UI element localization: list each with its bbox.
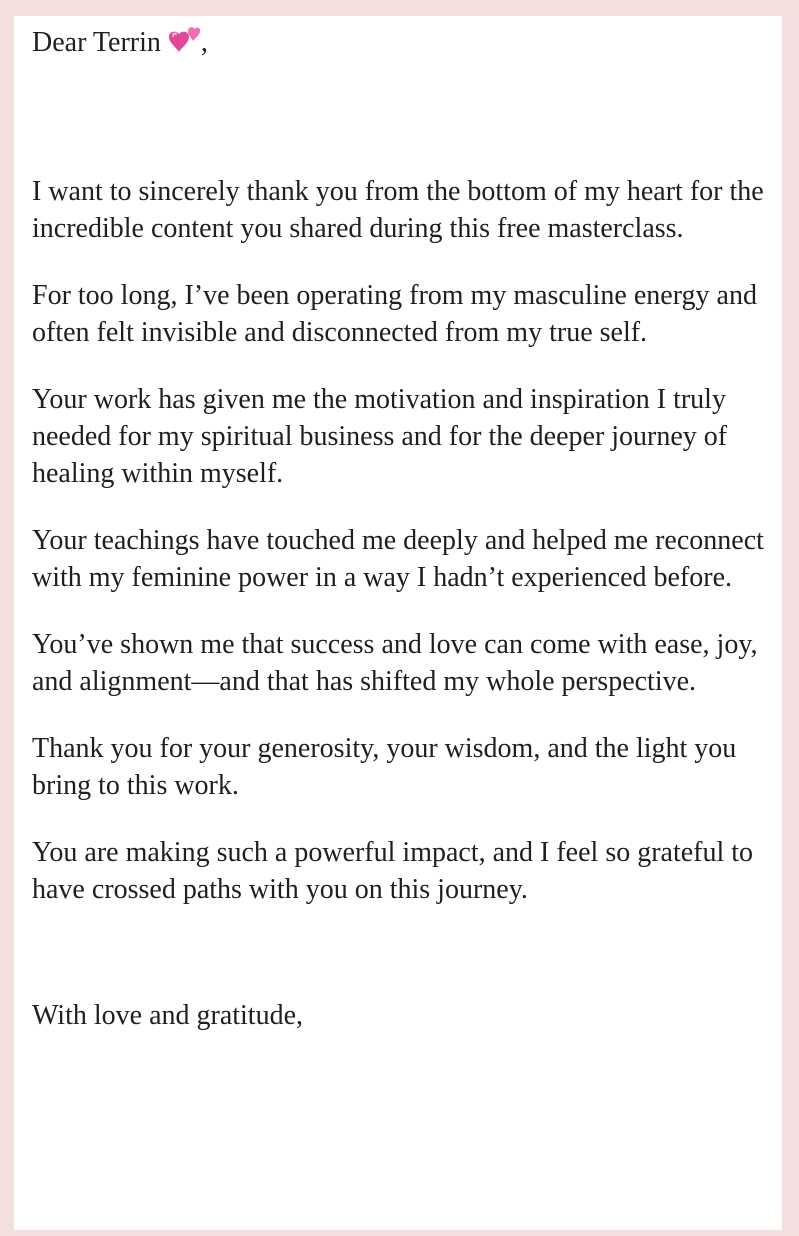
closing-line: With love and gratitude,	[32, 1000, 304, 1031]
greeting-line	[32, 24, 776, 61]
two-hearts-icon	[167, 25, 201, 55]
paragraph-motivation: Your work has given me the motivation and inspiration I truly needed for my spiritual business and for the deeper journey of healing within myself.	[32, 384, 728, 489]
greeting-text: Dear Terrin	[32, 27, 161, 58]
greeting-comma: ,	[200, 27, 208, 58]
paragraph-thank-you: I want to sincerely thank you from the bottom of my heart for the incredible content you shared during this free masterclass.	[32, 176, 764, 244]
paragraph-impact: You are making such a powerful impact, and I feel so grateful to have crossed paths with you on this journey.	[32, 837, 754, 905]
paragraph-generosity: Thank you for your generosity, your wisdom, and the light you bring to this work.	[32, 733, 737, 801]
letter-card	[14, 16, 782, 1230]
paragraph-success-love: You’ve shown me that success and love can come with ease, joy, and alignment—and that has shifted my whole perspective.	[32, 629, 758, 697]
paragraph-teachings: Your teachings have touched me deeply and helped me reconnect with my feminine power in a way I hadn’t experienced before.	[32, 525, 764, 593]
letter-body	[32, 24, 776, 1034]
paragraph-masculine-energy: For too long, I’ve been operating from my masculine energy and often felt invisible and disconnected from my true self.	[32, 280, 757, 348]
